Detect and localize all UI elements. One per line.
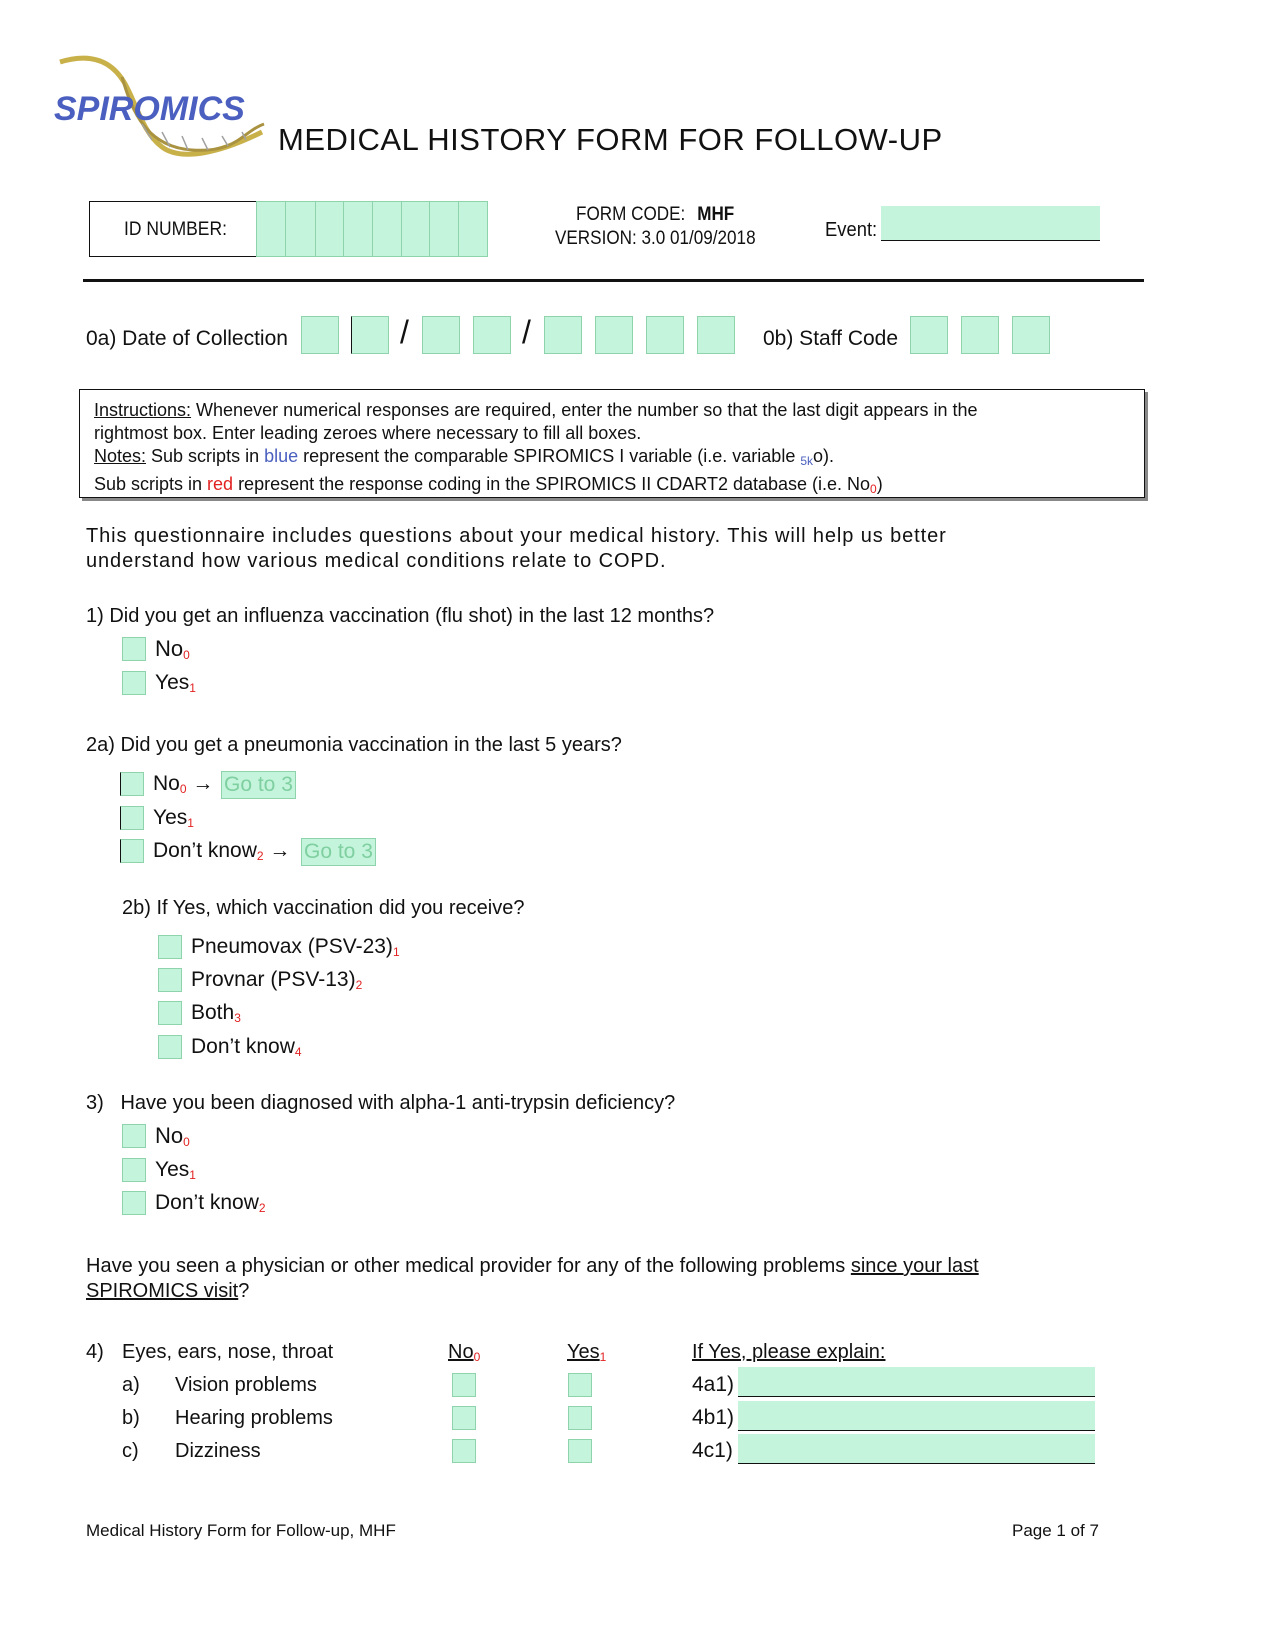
q3-no-label: No0 <box>155 1123 190 1149</box>
q4-col-explain-header: If Yes, please explain: <box>692 1341 886 1363</box>
footer-page-number: Page 1 of 7 <box>1012 1521 1099 1540</box>
arrow-right-icon: → <box>192 772 214 795</box>
q4-col-yes-header: Yes1 <box>567 1341 607 1364</box>
notes-label: Notes: <box>94 446 147 466</box>
instructions-box <box>79 389 1145 498</box>
q2a-dont-know-checkbox[interactable] <box>120 839 144 863</box>
q2b-provnar-label: Provnar (PSV-13)2 <box>191 968 363 992</box>
q4a1-explain-field[interactable] <box>738 1367 1095 1397</box>
staff-code-digit-3[interactable] <box>1012 316 1050 354</box>
date-year-digit-2[interactable] <box>595 316 633 354</box>
q4c1-explain-label: 4c1) <box>692 1439 733 1462</box>
q4b-no-checkbox[interactable] <box>452 1406 476 1430</box>
q1-yes-checkbox[interactable] <box>122 671 146 695</box>
date-year-digit-4[interactable] <box>697 316 735 354</box>
staff-code-digit-2[interactable] <box>961 316 999 354</box>
q2b-dont-know-checkbox[interactable] <box>158 1035 182 1059</box>
q3-yes-label: Yes1 <box>155 1158 196 1182</box>
q4-title: Eyes, ears, nose, throat <box>122 1341 334 1363</box>
event-label: Event: <box>825 219 878 241</box>
form-title: MEDICAL HISTORY FORM FOR FOLLOW-UP <box>278 122 943 157</box>
q2a-dont-know-goto[interactable]: Go to 3 <box>301 838 376 866</box>
instructions-line-2: rightmost box. Enter leading zeroes where necessary to fill all boxes. <box>94 423 642 443</box>
date-month-digit-2[interactable] <box>351 316 389 354</box>
physician-prompt: Have you seen a physician or other medical provider for any of the following problems since your last SPIROMICS visit? <box>86 1255 979 1302</box>
date-day-digit-1[interactable] <box>422 316 460 354</box>
date-month-digit-1[interactable] <box>301 316 339 354</box>
q3-no-checkbox[interactable] <box>122 1124 146 1148</box>
footer-form-name: Medical History Form for Follow-up, MHF <box>86 1521 396 1540</box>
q2a-no-label: No0 → <box>153 772 214 796</box>
header-divider <box>83 279 1144 282</box>
q2b-provnar-checkbox[interactable] <box>158 968 182 992</box>
q2a-no-goto[interactable]: Go to 3 <box>221 771 296 799</box>
id-number-field[interactable] <box>256 201 488 257</box>
q2a-question: 2a) Did you get a pneumonia vaccination in the last 5 years? <box>86 734 622 756</box>
q4a1-explain-label: 4a1) <box>692 1373 735 1396</box>
q4c1-explain-field[interactable] <box>738 1434 1095 1464</box>
date-year-digit-1[interactable] <box>544 316 582 354</box>
q4b-letter: b) <box>122 1407 140 1429</box>
q2a-yes-checkbox[interactable] <box>120 806 144 830</box>
q4b1-explain-label: 4b1) <box>692 1406 735 1429</box>
q4a-letter: a) <box>122 1374 140 1396</box>
q2b-pneumovax-label: Pneumovax (PSV-23)1 <box>191 935 400 959</box>
staff-code-digit-1[interactable] <box>910 316 948 354</box>
q4-col-no-header: No0 <box>448 1341 481 1364</box>
form-version: VERSION: 3.0 01/09/2018 <box>555 228 756 249</box>
q4b-label: Hearing problems <box>175 1407 333 1429</box>
date-year-digit-3[interactable] <box>646 316 684 354</box>
staff-code-label: 0b) Staff Code <box>763 327 899 350</box>
q1-no-label: No0 <box>155 636 190 662</box>
form-code <box>576 204 734 226</box>
date-slash-2: / <box>522 314 531 350</box>
q4-number: 4) <box>86 1341 104 1363</box>
arrow-right-icon: → <box>269 839 291 862</box>
q2b-both-label: Both3 <box>191 1001 241 1025</box>
q2b-question: 2b) If Yes, which vaccination did you receive? <box>122 897 525 919</box>
q3-dont-know-checkbox[interactable] <box>122 1191 146 1215</box>
dna-helix-icon <box>52 52 272 162</box>
q2b-pneumovax-checkbox[interactable] <box>158 935 182 959</box>
q1-no-checkbox[interactable] <box>122 637 146 661</box>
id-number-label: ID NUMBER: <box>124 219 227 240</box>
subscript-red-line: Sub scripts in red represent the response coding in the SPIROMICS II CDART2 database (i.e. No0) <box>94 474 883 496</box>
q4a-label: Vision problems <box>175 1374 317 1396</box>
q2a-yes-label: Yes1 <box>153 806 194 830</box>
q3-question: 3) Have you been diagnosed with alpha-1 anti-trypsin deficiency? <box>86 1092 676 1114</box>
svg-text:SPIROMICS: SPIROMICS <box>54 90 245 128</box>
q4c-label: Dizziness <box>175 1440 261 1462</box>
form-code-value: MHF <box>697 204 735 225</box>
q4a-no-checkbox[interactable] <box>452 1373 476 1397</box>
instructions-label: Instructions: <box>94 400 192 420</box>
q2a-dont-know-label: Don’t know2 → <box>153 839 291 863</box>
id-number-box <box>89 201 257 257</box>
q4b-yes-checkbox[interactable] <box>568 1406 592 1430</box>
q2b-both-checkbox[interactable] <box>158 1001 182 1025</box>
q4c-letter: c) <box>122 1440 139 1462</box>
instructions-line-1: Instructions: Whenever numerical responses are required, enter the number so that the last digit appears in the <box>94 400 978 420</box>
q4c-yes-checkbox[interactable] <box>568 1439 592 1463</box>
form-code-label: FORM CODE: <box>576 204 686 225</box>
event-field[interactable] <box>881 206 1100 241</box>
q3-yes-checkbox[interactable] <box>122 1158 146 1182</box>
date-slash-1: / <box>400 314 409 350</box>
q4b1-explain-field[interactable] <box>738 1401 1095 1431</box>
q4a-yes-checkbox[interactable] <box>568 1373 592 1397</box>
q2a-no-checkbox[interactable] <box>120 772 144 796</box>
q1-question: 1) Did you get an influenza vaccination (flu shot) in the last 12 months? <box>86 605 715 627</box>
intro-text: This questionnaire includes questions about your medical history. This will help us better understand how various medical conditions relate to COPD. <box>86 525 947 572</box>
spiromics-logo <box>52 52 272 162</box>
date-day-digit-2[interactable] <box>473 316 511 354</box>
q3-dont-know-label: Don’t know2 <box>155 1191 266 1215</box>
q1-yes-label: Yes1 <box>155 671 196 695</box>
q4c-no-checkbox[interactable] <box>452 1439 476 1463</box>
q2b-dont-know-label: Don’t know4 <box>191 1035 302 1059</box>
notes-line: Notes: Sub scripts in blue represent the comparable SPIROMICS I variable (i.e. variable 5ko). <box>94 446 835 468</box>
date-of-collection-label: 0a) Date of Collection <box>86 327 288 350</box>
